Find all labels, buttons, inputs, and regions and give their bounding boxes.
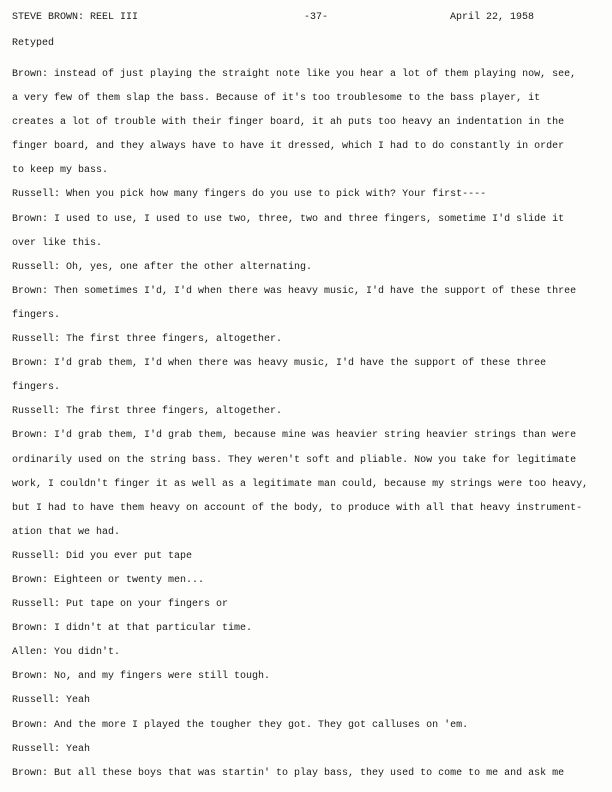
transcript-line: to keep my bass.: [12, 165, 109, 177]
transcript-line: fingers.: [12, 309, 61, 321]
transcript-body: [12, 63, 602, 786]
transcript-line: creates a lot of trouble with their finger board, it ah puts too heavy an indentation in the: [12, 117, 565, 129]
page-number: -37-: [304, 12, 329, 23]
transcript-line: fingers.: [12, 382, 61, 394]
transcript-line: a very few of them slap the bass. Because of it's too troublesome to the bass player, it: [12, 93, 541, 105]
transcript-line: Russell: Yeah: [12, 695, 91, 707]
transcript-line: Russell: The first three fingers, altogether.: [12, 406, 283, 418]
page-header: [12, 12, 600, 28]
transcript-line: Brown: I'd grab them, I'd grab them, because mine was heavier string heavier strings than were: [12, 430, 577, 442]
transcript-line: Brown: But all these boys that was startin' to play bass, they used to come to me and ask me: [12, 767, 565, 779]
transcript-line: ordinarily used on the string bass. They weren't soft and pliable. Now you take for legitimate: [12, 454, 577, 466]
transcript-line: Brown: I didn't at that particular time.: [12, 623, 253, 635]
transcript-line: Brown: And the more I played the tougher they got. They got calluses on 'em.: [12, 719, 469, 731]
transcript-line: Brown: Then sometimes I'd, I'd when there was heavy music, I'd have the support of these three: [12, 285, 577, 297]
transcript-line: Russell: Oh, yes, one after the other alternating.: [12, 261, 313, 273]
transcript-line: Russell: When you pick how many fingers do you use to pick with? Your first----: [12, 189, 487, 201]
transcript-line: finger board, and they always have to have it dressed, which I had to do constantly in order: [12, 141, 565, 153]
transcript-line: Brown: I used to use, I used to use two, three, two and three fingers, sometime I'd slide it: [12, 213, 565, 225]
transcript-line: but I had to have them heavy on account of the body, to produce with all that heavy instrument-: [12, 502, 583, 514]
header-title: STEVE BROWN: REEL III: [12, 12, 139, 23]
transcript-line: Brown: Eighteen or twenty men...: [12, 574, 205, 586]
transcript-line: Russell: Put tape on your fingers or: [12, 599, 229, 611]
transcript-line: Russell: Did you ever put tape: [12, 550, 193, 562]
transcript-line: ation that we had.: [12, 526, 121, 538]
transcript-line: Russell: Yeah: [12, 743, 91, 755]
transcript-line: over like this.: [12, 237, 103, 249]
transcript-line: Brown: I'd grab them, I'd when there was heavy music, I'd have the support of these three: [12, 358, 547, 370]
transcript-line: Allen: You didn't.: [12, 647, 121, 659]
transcript-line: Russell: The first three fingers, altogether.: [12, 334, 283, 346]
transcript-line: Brown: instead of just playing the straight note like you hear a lot of them playing now, see,: [12, 69, 577, 80]
transcript-line: Brown: No, and my fingers were still tough.: [12, 671, 271, 683]
header-date: April 22, 1958: [450, 12, 535, 23]
retyped-note: Retyped: [12, 38, 55, 49]
transcript-line: work, I couldn't finger it as well as a legitimate man could, because my strings were too heavy,: [12, 478, 589, 490]
